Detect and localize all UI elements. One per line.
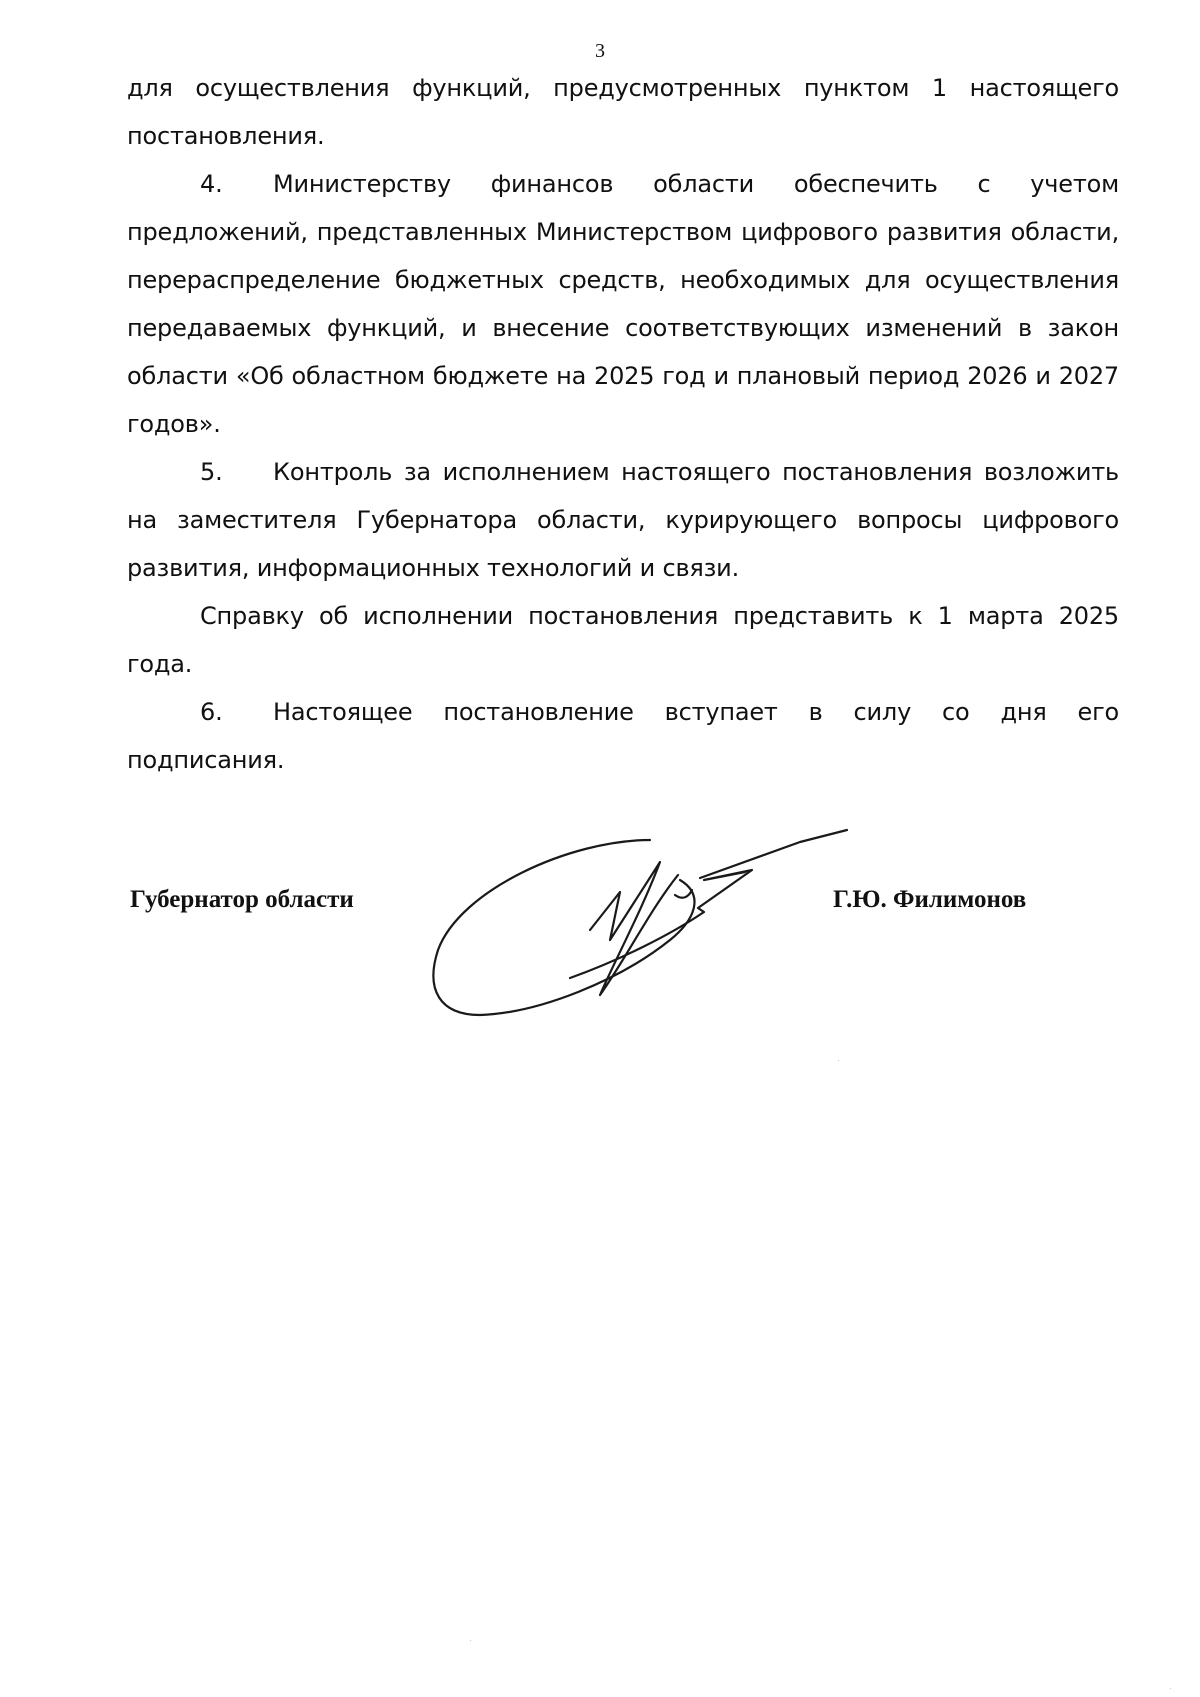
- paragraph-4: [127, 160, 1119, 448]
- paragraph-4-number: 4.: [200, 170, 223, 198]
- scan-speck: [1170, 1688, 1171, 1689]
- paragraph-6: [127, 688, 1119, 784]
- scan-speck: [838, 1060, 839, 1061]
- handwritten-signature: [420, 800, 860, 1040]
- signatory-title: Губернатор области: [130, 886, 354, 913]
- document-body: [127, 64, 1119, 784]
- paragraph-5-number: 5.: [200, 458, 223, 486]
- page-number: 3: [595, 40, 605, 62]
- paragraph-5-text: Контроль за исполнением настоящего постановления возложить на заместителя Губернатора области, курирующего вопросы цифрового развития, информационных технологий и связи.: [127, 458, 1119, 582]
- paragraph-5-report: Справку об исполнении постановления представить к 1 марта 2025 года.: [127, 602, 1119, 678]
- signature-block: [0, 800, 1200, 1040]
- paragraph-continuation: для осуществления функций, предусмотренных пунктом 1 настоящего постановления.: [127, 74, 1119, 150]
- paragraph-6-number: 6.: [200, 698, 223, 726]
- paragraph-5: [127, 448, 1119, 592]
- paragraph-6-text: Настоящее постановление вступает в силу со дня его подписания.: [127, 698, 1119, 774]
- paragraph-4-text: Министерству финансов области обеспечить с учетом предложений, представленных Министерством цифрового развития области, перераспределение бюджетных средств, необходимых для осуществления передаваемых функций, и внесение соответствующих изменений в закон области «Об областном бюджете на 2025 год и плановый период 2026 и 2027 годов».: [127, 170, 1119, 438]
- signatory-name: Г.Ю. Филимонов: [833, 886, 1027, 913]
- scan-speck: [470, 1640, 471, 1641]
